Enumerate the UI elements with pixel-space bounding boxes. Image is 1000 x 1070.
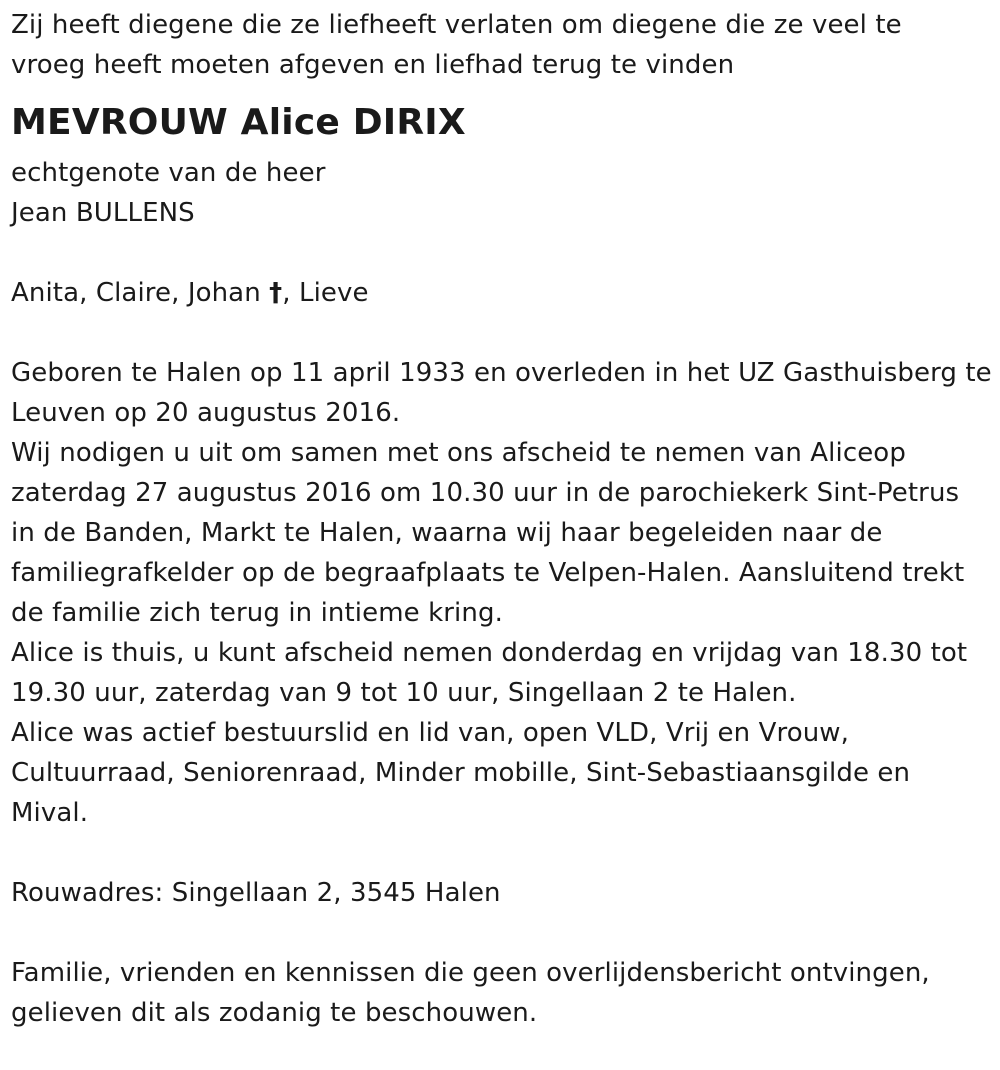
announcement-body — [11, 353, 1000, 833]
body-line: Wij nodigen u uit om samen met ons afscheid te nemen van Aliceop — [11, 438, 906, 468]
quote-line: vroeg heeft moeten afgeven en liefhad terug te vinden — [11, 50, 735, 80]
body-line: Leuven op 20 augustus 2016. — [11, 398, 401, 428]
body-line: in de Banden, Markt te Halen, waarna wij haar begeleiden naar de — [11, 518, 883, 548]
body-line: Mival. — [11, 798, 89, 828]
body-line: Cultuurraad, Seniorenraad, Minder mobille, Sint-Sebastiaansgilde en — [11, 758, 911, 788]
spacer — [11, 833, 1000, 873]
children-names: Anita, Claire, Johan — [11, 278, 261, 308]
children-names-rest: , Lieve — [282, 278, 369, 308]
spacer — [11, 233, 1000, 273]
body-line: zaterdag 27 augustus 2016 om 10.30 uur in de parochiekerk Sint-Petrus — [11, 478, 960, 508]
body-line: 19.30 uur, zaterdag van 9 tot 10 uur, Singellaan 2 te Halen. — [11, 678, 797, 708]
body-line: Alice was actief bestuurslid en lid van, open VLD, Vrij en Vrouw, — [11, 718, 850, 748]
quote-line: Zij heeft diegene die ze liefheeft verlaten om diegene die ze veel te — [11, 10, 902, 40]
spacer — [11, 913, 1000, 953]
memorial-quote — [11, 0, 1000, 85]
closing-note — [11, 953, 1000, 1033]
closing-line: Familie, vrienden en kennissen die geen overlijdensbericht ontvingen, — [11, 958, 930, 988]
body-line: Alice is thuis, u kunt afscheid nemen donderdag en vrijdag van 18.30 tot — [11, 638, 968, 668]
children-list — [11, 273, 1000, 313]
spouse-name: Jean BULLENS — [11, 198, 195, 228]
relation-text: echtgenote van de heer — [11, 158, 326, 188]
cross-icon: † — [269, 278, 283, 308]
body-line: Geboren te Halen op 11 april 1933 en overleden in het UZ Gasthuisberg te — [11, 358, 992, 388]
deceased-name: MEVROUW Alice DIRIX — [11, 102, 466, 143]
mourning-address: Rouwadres: Singellaan 2, 3545 Halen — [11, 878, 501, 908]
body-line: de familie zich terug in intieme kring. — [11, 598, 503, 628]
closing-line: gelieven dit als zodanig te beschouwen. — [11, 998, 538, 1028]
spacer — [11, 313, 1000, 353]
body-line: familiegrafkelder op de begraafplaats te Velpen-Halen. Aansluitend trekt — [11, 558, 965, 588]
